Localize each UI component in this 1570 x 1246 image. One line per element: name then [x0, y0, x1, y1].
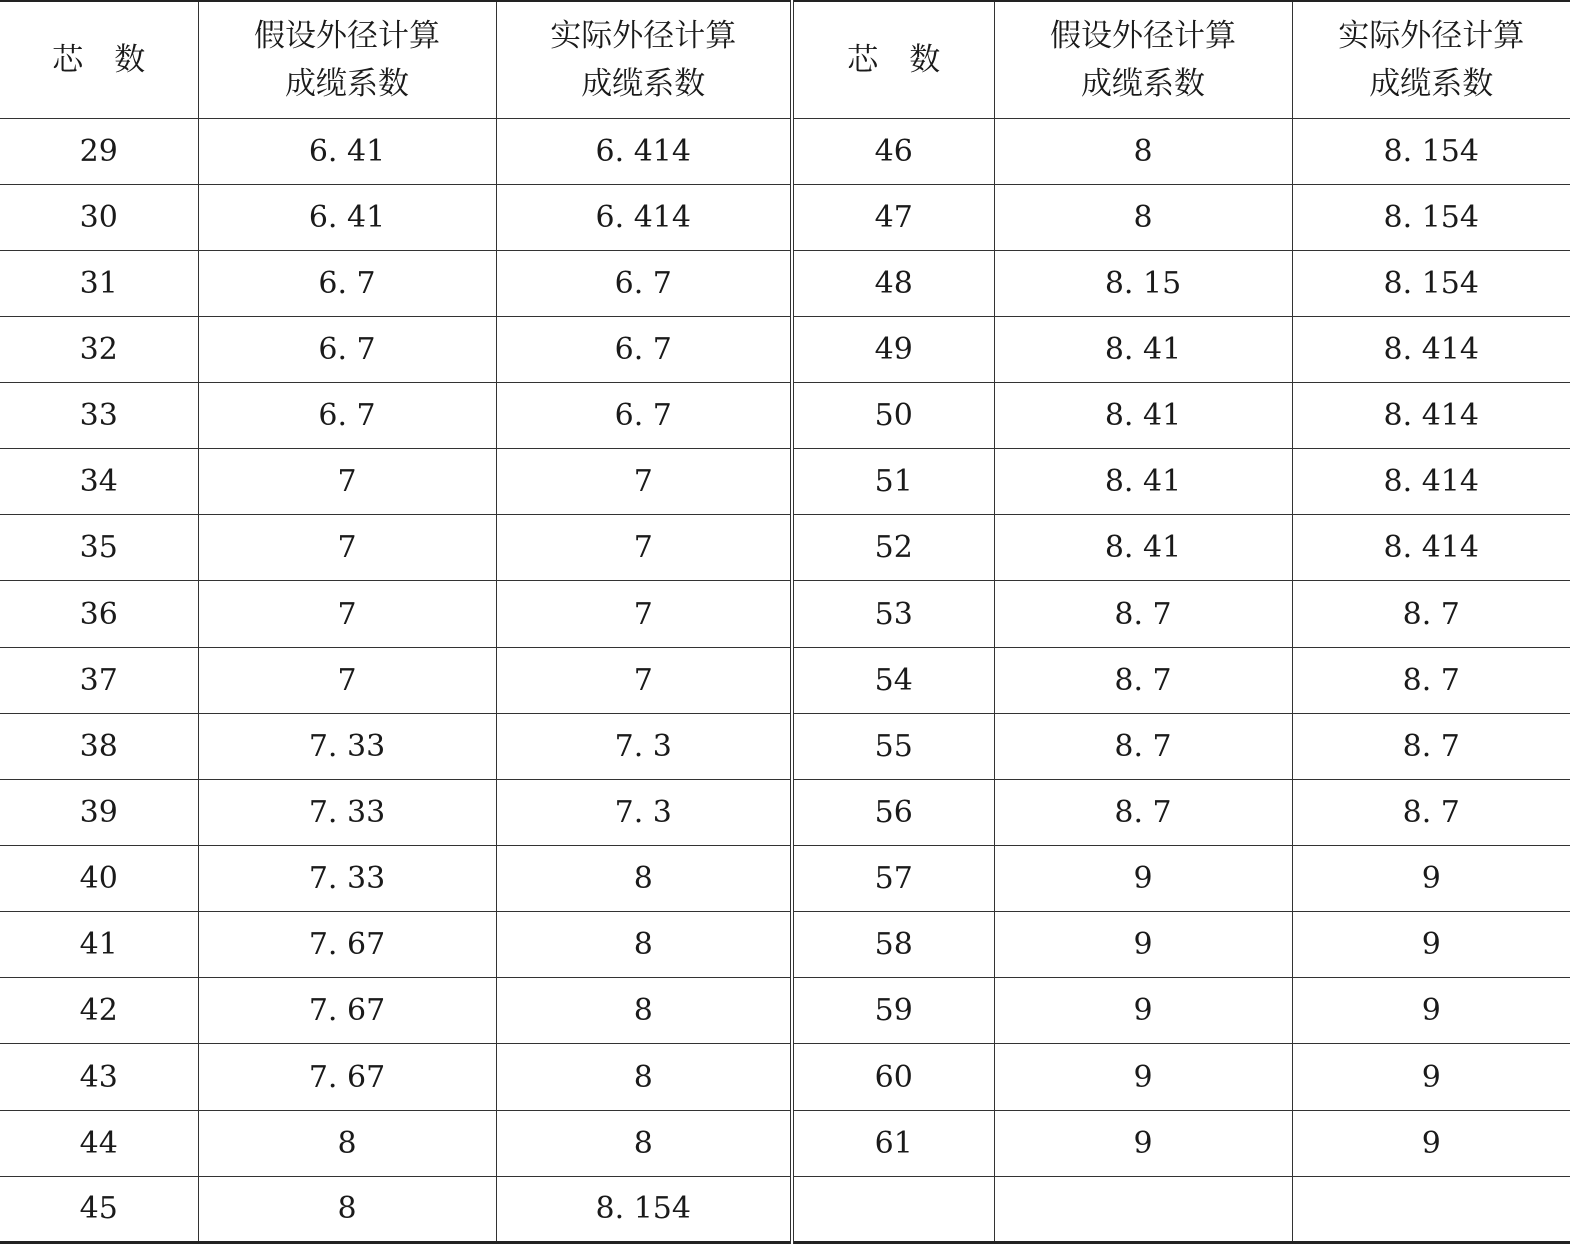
core-count-cell: 47 — [792, 184, 994, 250]
core-count-cell: 29 — [0, 118, 198, 184]
assumed-coefficient-cell: 8 — [198, 1176, 496, 1242]
core-count-cell: 44 — [0, 1110, 198, 1176]
core-count-cell: 41 — [0, 912, 198, 978]
actual-coefficient-cell: 9 — [1292, 978, 1570, 1044]
assumed-coefficient-cell: 6. 7 — [198, 250, 496, 316]
header-assumed-coefficient-right — [994, 1, 1292, 118]
assumed-coefficient-cell: 7. 67 — [198, 1044, 496, 1110]
core-count-cell: 61 — [792, 1110, 994, 1176]
assumed-coefficient-cell: 8. 41 — [994, 316, 1292, 382]
actual-coefficient-cell: 8 — [496, 912, 792, 978]
table-row — [0, 581, 1570, 647]
assumed-coefficient-cell: 8. 15 — [994, 250, 1292, 316]
actual-coefficient-cell: 8 — [496, 1044, 792, 1110]
table-row — [0, 1044, 1570, 1110]
core-count-cell: 49 — [792, 316, 994, 382]
actual-coefficient-cell: 7 — [496, 515, 792, 581]
assumed-coefficient-cell: 8. 41 — [994, 383, 1292, 449]
actual-coefficient-cell: 9 — [1292, 912, 1570, 978]
core-count-cell: 53 — [792, 581, 994, 647]
actual-coefficient-cell: 8. 154 — [1292, 250, 1570, 316]
assumed-coefficient-cell: 9 — [994, 1110, 1292, 1176]
actual-coefficient-cell: 8 — [496, 978, 792, 1044]
actual-coefficient-cell: 9 — [1292, 1110, 1570, 1176]
table-row — [0, 713, 1570, 779]
actual-coefficient-cell: 8. 154 — [1292, 118, 1570, 184]
core-count-cell — [792, 1176, 994, 1242]
actual-coefficient-cell: 7. 3 — [496, 713, 792, 779]
table-row — [0, 846, 1570, 912]
core-count-cell: 34 — [0, 449, 198, 515]
header-row — [0, 1, 1570, 118]
table-row — [0, 515, 1570, 581]
assumed-coefficient-cell: 6. 41 — [198, 118, 496, 184]
assumed-coefficient-cell: 8. 7 — [994, 713, 1292, 779]
actual-coefficient-cell: 6. 7 — [496, 316, 792, 382]
assumed-coefficient-cell: 9 — [994, 978, 1292, 1044]
core-count-cell: 60 — [792, 1044, 994, 1110]
assumed-coefficient-cell: 7. 33 — [198, 846, 496, 912]
assumed-coefficient-cell: 8. 7 — [994, 581, 1292, 647]
actual-coefficient-cell: 6. 414 — [496, 118, 792, 184]
table-row — [0, 647, 1570, 713]
header-assumed-line1: 假设外径计算 — [1050, 17, 1236, 54]
core-count-cell: 35 — [0, 515, 198, 581]
assumed-coefficient-cell: 8 — [994, 118, 1292, 184]
header-assumed-line2: 成缆系数 — [1081, 65, 1205, 102]
table-row — [0, 779, 1570, 845]
assumed-coefficient-cell: 9 — [994, 846, 1292, 912]
actual-coefficient-cell: 7. 3 — [496, 779, 792, 845]
header-actual-line1: 实际外径计算 — [550, 17, 737, 54]
actual-coefficient-cell: 7 — [496, 647, 792, 713]
actual-coefficient-cell: 7 — [496, 449, 792, 515]
header-assumed-line2: 成缆系数 — [285, 65, 409, 102]
header-actual-coefficient-left — [496, 1, 792, 118]
core-count-cell: 30 — [0, 184, 198, 250]
actual-coefficient-cell: 8. 414 — [1292, 449, 1570, 515]
actual-coefficient-cell: 8. 154 — [1292, 184, 1570, 250]
assumed-coefficient-cell: 7. 67 — [198, 978, 496, 1044]
actual-coefficient-cell: 8. 154 — [496, 1176, 792, 1242]
header-actual-line2: 成缆系数 — [581, 65, 706, 102]
assumed-coefficient-cell: 7. 67 — [198, 912, 496, 978]
assumed-coefficient-cell: 8 — [994, 184, 1292, 250]
actual-coefficient-cell: 8 — [496, 846, 792, 912]
assumed-coefficient-cell: 7 — [198, 449, 496, 515]
actual-coefficient-cell: 8. 7 — [1292, 779, 1570, 845]
core-count-cell: 55 — [792, 713, 994, 779]
core-count-cell: 56 — [792, 779, 994, 845]
assumed-coefficient-cell: 8 — [198, 1110, 496, 1176]
table-row — [0, 1110, 1570, 1176]
header-assumed-line1: 假设外径计算 — [254, 17, 440, 54]
actual-coefficient-cell: 9 — [1292, 846, 1570, 912]
core-count-cell: 52 — [792, 515, 994, 581]
table-row — [0, 449, 1570, 515]
table-row — [0, 978, 1570, 1044]
core-count-cell: 36 — [0, 581, 198, 647]
core-count-cell: 43 — [0, 1044, 198, 1110]
actual-coefficient-cell: 8. 414 — [1292, 383, 1570, 449]
assumed-coefficient-cell: 7 — [198, 515, 496, 581]
core-count-cell: 46 — [792, 118, 994, 184]
assumed-coefficient-cell: 7. 33 — [198, 779, 496, 845]
core-count-cell: 59 — [792, 978, 994, 1044]
assumed-coefficient-cell: 8. 41 — [994, 515, 1292, 581]
table-row — [0, 316, 1570, 382]
actual-coefficient-cell: 8. 7 — [1292, 713, 1570, 779]
assumed-coefficient-cell: 8. 7 — [994, 647, 1292, 713]
assumed-coefficient-cell: 6. 7 — [198, 383, 496, 449]
actual-coefficient-cell: 8. 414 — [1292, 316, 1570, 382]
core-count-cell: 48 — [792, 250, 994, 316]
actual-coefficient-cell: 6. 7 — [496, 383, 792, 449]
actual-coefficient-cell: 8. 414 — [1292, 515, 1570, 581]
core-count-cell: 37 — [0, 647, 198, 713]
assumed-coefficient-cell: 9 — [994, 1044, 1292, 1110]
actual-coefficient-cell: 8. 7 — [1292, 581, 1570, 647]
core-count-cell: 57 — [792, 846, 994, 912]
table-body — [0, 118, 1570, 1243]
assumed-coefficient-cell: 7 — [198, 581, 496, 647]
actual-coefficient-cell: 6. 7 — [496, 250, 792, 316]
actual-coefficient-cell: 8 — [496, 1110, 792, 1176]
assumed-coefficient-cell: 6. 7 — [198, 316, 496, 382]
actual-coefficient-cell — [1292, 1176, 1570, 1242]
header-actual-line1: 实际外径计算 — [1338, 17, 1525, 54]
core-count-cell: 33 — [0, 383, 198, 449]
assumed-coefficient-cell: 7 — [198, 647, 496, 713]
core-count-cell: 50 — [792, 383, 994, 449]
assumed-coefficient-cell: 8. 7 — [994, 779, 1292, 845]
actual-coefficient-cell: 9 — [1292, 1044, 1570, 1110]
assumed-coefficient-cell: 8. 41 — [994, 449, 1292, 515]
table-row — [0, 184, 1570, 250]
core-count-cell: 42 — [0, 978, 198, 1044]
assumed-coefficient-cell: 9 — [994, 912, 1292, 978]
table-row — [0, 118, 1570, 184]
header-core-count-right: 芯 数 — [792, 1, 994, 118]
header-actual-coefficient-right — [1292, 1, 1570, 118]
core-count-cell: 32 — [0, 316, 198, 382]
header-core-count-left: 芯 数 — [0, 1, 198, 118]
table-row — [0, 1176, 1570, 1242]
core-count-cell: 40 — [0, 846, 198, 912]
core-count-cell: 45 — [0, 1176, 198, 1242]
core-count-cell: 31 — [0, 250, 198, 316]
core-count-cell: 38 — [0, 713, 198, 779]
core-count-cell: 54 — [792, 647, 994, 713]
core-count-cell: 58 — [792, 912, 994, 978]
assumed-coefficient-cell: 6. 41 — [198, 184, 496, 250]
actual-coefficient-cell: 6. 414 — [496, 184, 792, 250]
table-row — [0, 912, 1570, 978]
core-count-cell: 51 — [792, 449, 994, 515]
header-assumed-coefficient-left — [198, 1, 496, 118]
header-actual-line2: 成缆系数 — [1369, 65, 1494, 102]
table-row — [0, 250, 1570, 316]
actual-coefficient-cell: 8. 7 — [1292, 647, 1570, 713]
actual-coefficient-cell: 7 — [496, 581, 792, 647]
table-row — [0, 383, 1570, 449]
core-count-cell: 39 — [0, 779, 198, 845]
assumed-coefficient-cell: 7. 33 — [198, 713, 496, 779]
assumed-coefficient-cell — [994, 1176, 1292, 1242]
